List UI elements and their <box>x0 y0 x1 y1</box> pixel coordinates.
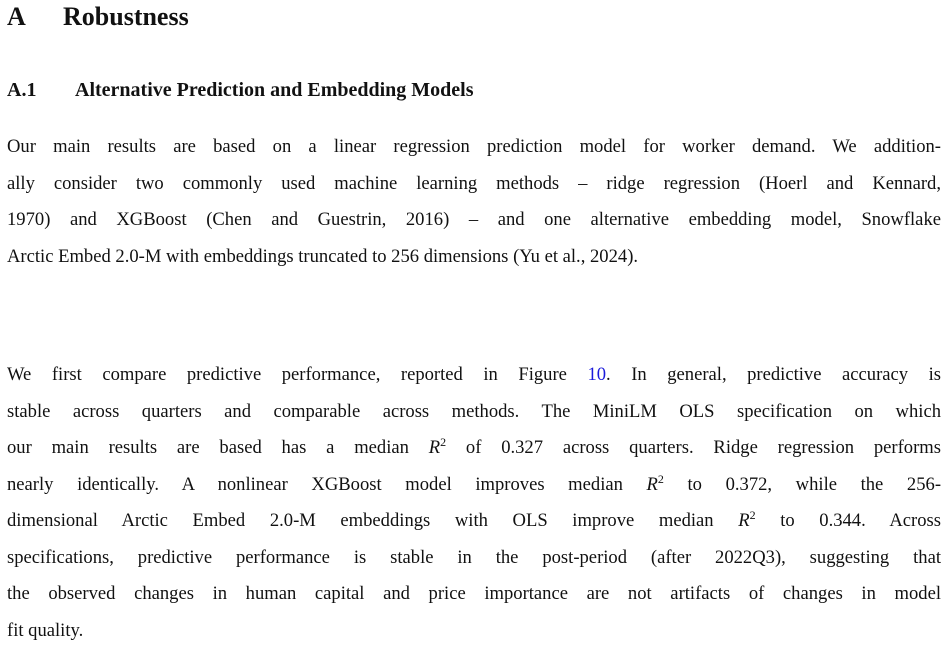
paragraph-line: Our main results are based on a linear regression prediction model for worker demand. We addition- <box>7 136 941 157</box>
r-squared-symbol: $R^2$ <box>738 508 756 531</box>
section-heading <box>7 2 189 32</box>
paragraph-line: nearly identically. A nonlinear XGBoost model improves median $R^2$ to 0.372, while the 256- <box>7 471 942 495</box>
section-title-text: Robustness <box>63 2 189 31</box>
subsection-title-text: Alternative Prediction and Embedding Models <box>75 79 474 101</box>
paragraph-line: 1970) and XGBoost (Chen and Guestrin, 2016) – and one alternative embedding model, Snowflake <box>7 209 941 230</box>
paragraph-line: dimensional Arctic Embed 2.0-M embeddings with OLS improve median $R^2$ to 0.344. Across <box>7 508 941 531</box>
paragraph-line: ally consider two commonly used machine learning methods – ridge regression (Hoerl and Kennard, <box>7 172 941 194</box>
subsection-heading <box>7 79 474 102</box>
paragraph-results <box>7 357 941 649</box>
paragraph-line: stable across quarters and comparable across methods. The MiniLM OLS specification on which <box>7 400 941 422</box>
paragraph-line: our main results are based has a median $R^2$ of 0.327 across quarters. Ridge regression performs <box>7 435 941 458</box>
paragraph-line: the observed changes in human capital and price importance are not artifacts of changes in model <box>7 583 941 604</box>
paragraph-line: specifications, predictive performance is stable in the post-period (after 2022Q3), suggesting that <box>7 546 941 568</box>
subsection-number: A.1 <box>7 79 37 101</box>
section-number: A <box>7 2 26 31</box>
paragraph-line: We first compare predictive performance, reported in Figure 10. In general, predictive accuracy is <box>7 364 941 385</box>
r-squared-symbol: $R^2$ <box>646 471 664 495</box>
figure-reference-link[interactable]: 10 <box>587 364 607 385</box>
paragraph-line: Arctic Embed 2.0-M with embeddings truncated to 256 dimensions (Yu et al., 2024). <box>7 245 639 267</box>
r-squared-symbol: $R^2$ <box>428 435 447 458</box>
paragraph-intro <box>7 129 941 275</box>
paragraph-line: fit quality. <box>7 619 84 641</box>
